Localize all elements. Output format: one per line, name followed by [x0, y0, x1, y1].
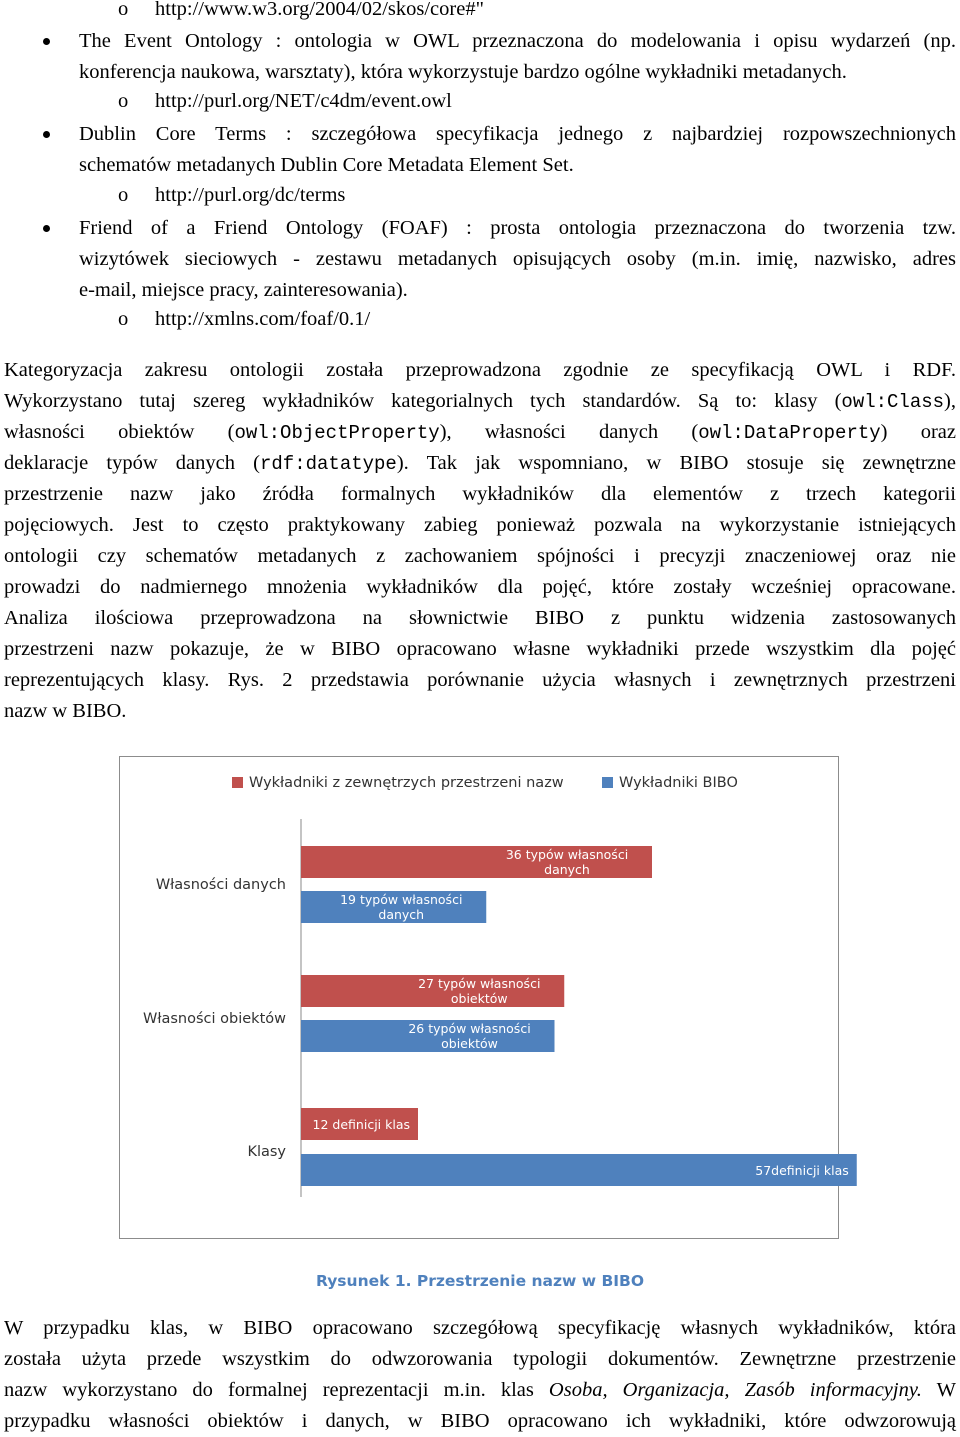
data-label: 36 typów własności: [505, 847, 629, 862]
chart-svg: [120, 757, 849, 1238]
skos-url: http://www.w3.org/2004/02/skos/core#": [155, 0, 484, 20]
text-line: reprezentujących klasy. Rys. 2 przedstawia porównanie użycia własnych i zewnętrznych przestrzeni: [4, 669, 956, 691]
data-label: obiektów: [441, 1036, 498, 1051]
list-item-dublin-core: [79, 119, 956, 181]
text-line: wizytówek sieciowych - zestawu metadanych opisujących osoby (m.in. imię, nazwisko, adres: [79, 248, 956, 270]
data-label: 19 typów własności: [340, 892, 463, 907]
data-label: 12 definicji klas: [312, 1117, 410, 1132]
category-label: Własności obiektów: [143, 1011, 286, 1027]
text-line: przypadku własności obiektów i danych, w BIBO opracowano ich wykładniki, które odwzorowują: [4, 1410, 956, 1432]
data-label: 26 typów własności: [408, 1021, 531, 1036]
text-line: przestrzenie nazw jako źródła formalnych wykładników dla elementów z trzech kategorii: [4, 483, 956, 505]
list-item-foaf: [79, 213, 956, 306]
event-owl-url: http://purl.org/NET/c4dm/event.owl: [155, 90, 452, 112]
text-line: własności obiektów (owl:ObjectProperty), własności danych (owl:DataProperty) oraz: [4, 421, 956, 444]
dc-terms-url: http://purl.org/dc/terms: [155, 184, 346, 206]
text-line: Friend of a Friend Ontology (FOAF) : prosta ontologia przeznaczona do tworzenia tzw.: [79, 217, 956, 239]
foaf-url: http://xmlns.com/foaf/0.1/: [155, 308, 371, 330]
text-line: została użyta przede wszystkim do odwzorowania typologii dokumentów. Zewnętrzne przestrzenie: [4, 1348, 956, 1370]
code-rdf-datatype: rdf:datatype: [260, 453, 397, 475]
list-marker-o: o: [118, 184, 129, 206]
legend-swatch: [602, 777, 613, 788]
list-marker-o: o: [118, 90, 129, 112]
list-marker-o: o: [118, 308, 129, 330]
text-line: e-mail, miejsce pracy, zainteresowania).: [79, 279, 408, 301]
legend-swatch: [232, 777, 243, 788]
text-line: przestrzeni nazw pokazuje, że w BIBO opracowano własne wykładniki przede wszystkim dla pojęć: [4, 638, 956, 660]
legend-label: Wykładniki z zewnętrzych przestrzeni nazw: [249, 775, 564, 791]
italic-class-names: Osoba, Organizacja, Zasób informacyjny.: [548, 1379, 922, 1401]
bullet-dot: [43, 38, 50, 45]
text-line: konferencja naukowa, warsztaty), która wykorzystuje bardzo ogólne wykładniki metadanych.: [79, 61, 847, 83]
data-label: obiektów: [450, 991, 508, 1006]
category-label: Własności danych: [155, 877, 286, 893]
text-line: prowadzi do nadmiernego mnożenia wykładników dla pojęć, które zostały wcześniej opracowane.: [4, 576, 956, 598]
text-line: Analiza ilościowa przeprowadzona na słownictwie BIBO z punktu widzenia zastosowanych: [4, 607, 956, 629]
text-line: ontologii czy schematów metadanych z zachowaniem spójności i precyzji znaczeniowej oraz nie: [4, 545, 956, 567]
bullet-dot: [43, 131, 50, 138]
bullet-dot: [43, 225, 50, 232]
legend-label: Wykładniki BIBO: [619, 775, 738, 791]
code-owl-objectproperty: owl:ObjectProperty: [234, 422, 440, 444]
text-line: pojęciowych. Jest to często praktykowany zabieg ponieważ pozwala na wykorzystanie istniejących: [4, 514, 956, 536]
list-marker-o: o: [118, 0, 129, 20]
category-label: Klasy: [247, 1144, 286, 1160]
text-line: Dublin Core Terms : szczegółowa specyfikacja jednego z najbardziej rozpowszechnionych: [79, 123, 956, 145]
text-line: nazw w BIBO.: [4, 700, 127, 722]
paragraph-categorization: [4, 355, 956, 727]
text-line: Kategoryzacja zakresu ontologii została przeprowadzona zgodnie ze specyfikacją OWL i RDF.: [4, 359, 956, 381]
data-label: 57definicji klas: [755, 1163, 849, 1178]
text-line: Wykorzystano tutaj szereg wykładników kategorialnych tych standardów. Są to: klasy (owl:Class),: [4, 390, 956, 413]
namespace-bar-chart: [119, 756, 849, 1239]
list-item-event-ontology: [79, 26, 956, 88]
text-line: W przypadku klas, w BIBO opracowano szczegółową specyfikację własnych wykładników, która: [4, 1317, 956, 1339]
text-line: The Event Ontology : ontologia w OWL przeznaczona do modelowania i opisu wydarzeń (np.: [79, 30, 956, 52]
data-label: danych: [544, 862, 590, 877]
text-line: nazw wykorzystano do formalnej reprezentacji m.in. klas Osoba, Organizacja, Zasób informacyjny. W: [4, 1379, 956, 1401]
figure-caption: Rysunek 1. Przestrzenie nazw w BIBO: [315, 1272, 645, 1290]
code-owl-class: owl:Class: [841, 391, 945, 413]
data-label: danych: [378, 907, 425, 922]
data-label: 27 typów własności: [418, 976, 541, 991]
text-line: schematów metadanych Dublin Core Metadata Element Set.: [79, 154, 574, 176]
text-line: deklaracje typów danych (rdf:datatype). Tak jak wspomniano, w BIBO stosuje się zewnętrzne: [4, 452, 956, 475]
paragraph-classes: [4, 1313, 956, 1437]
code-owl-dataproperty: owl:DataProperty: [698, 422, 881, 444]
